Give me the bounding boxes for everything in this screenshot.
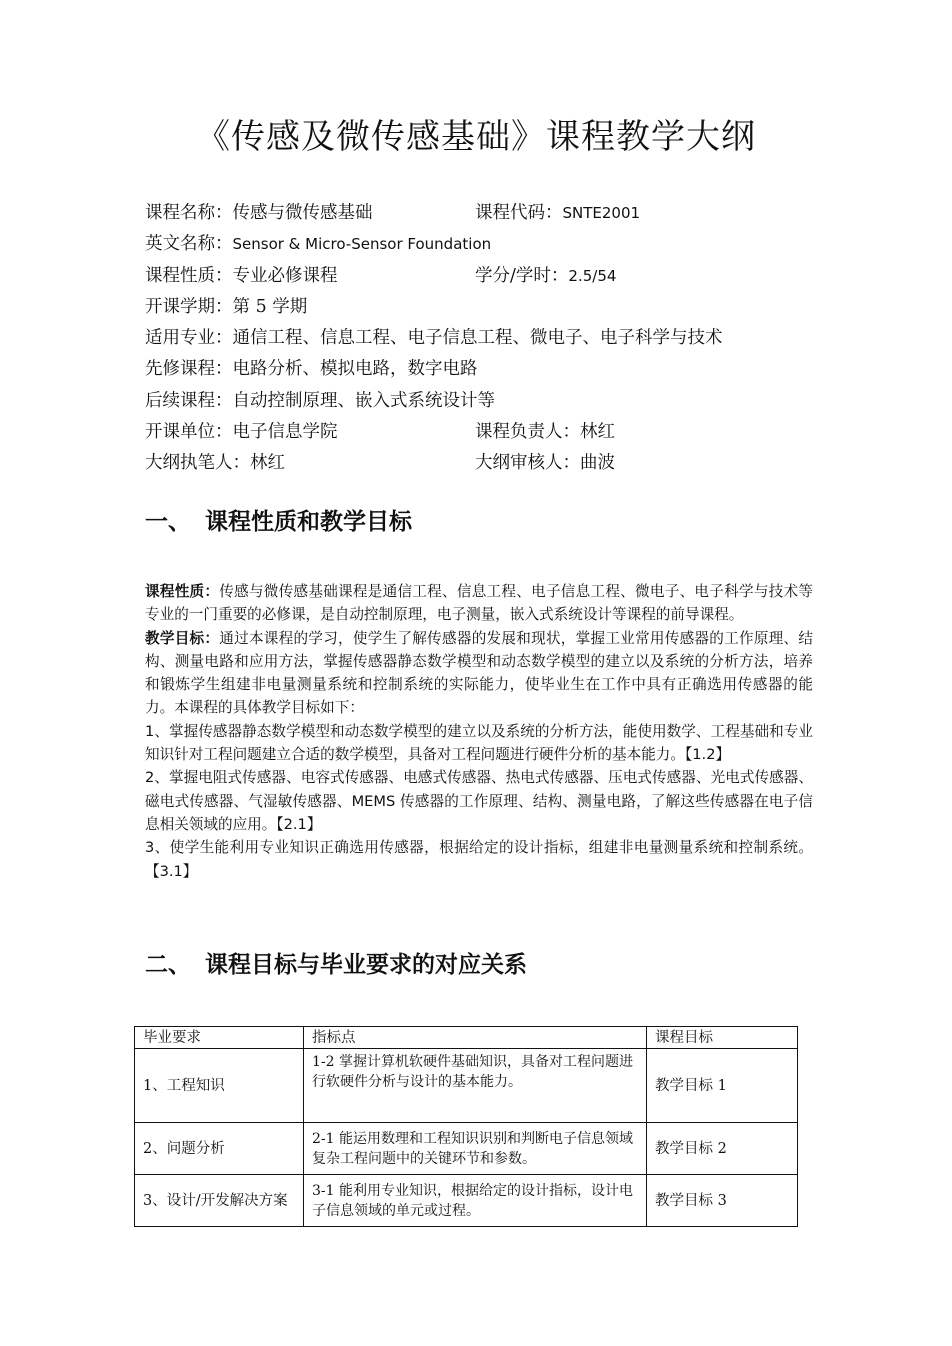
requirement-cell: 1、工程知识 — [135, 1049, 304, 1123]
applicable-majors — [145, 323, 723, 354]
info-label: 后续课程： — [145, 390, 233, 411]
info-value: 传感与微传感基础 — [232, 203, 373, 223]
table-row — [135, 1049, 798, 1123]
info-label: 大纲执笔人： — [145, 453, 250, 474]
info-value: 专业必修课程 — [232, 265, 338, 286]
section-heading-2 — [145, 948, 527, 982]
english-name — [145, 229, 491, 260]
course-info — [145, 198, 825, 480]
section-number: 二、 — [145, 951, 191, 978]
table-row — [135, 1123, 798, 1175]
table-header-row — [135, 1027, 798, 1049]
info-value: 曲波 — [580, 453, 615, 474]
info-row — [145, 323, 825, 354]
section-title: 课程性质和教学目标 — [205, 508, 412, 535]
table-row — [135, 1175, 798, 1227]
goal-cell: 教学目标 1 — [647, 1049, 798, 1123]
info-row — [145, 198, 825, 229]
course-leader — [475, 417, 615, 448]
paragraph-label: 教学目标： — [145, 629, 220, 647]
info-label: 课程代码： — [475, 203, 563, 223]
info-value: 2.5/54 — [568, 266, 617, 285]
goal-cell: 教学目标 2 — [647, 1123, 798, 1175]
requirements-mapping-table — [134, 1026, 798, 1227]
section-number: 一、 — [145, 508, 191, 535]
info-row — [145, 229, 825, 260]
info-row — [145, 448, 825, 479]
paragraph-label: 课程性质： — [145, 583, 220, 600]
goal-item-1: 1、掌握传感器静态数学模型和动态数学模型的建立以及系统的分析方法，能使用数学、工程基础和专业知识针对工程问题建立合适的数学模型，具备对工程问题进行硬件分析的基本能力。【1.2】 — [145, 722, 813, 764]
info-row — [145, 386, 825, 417]
info-label: 课程负责人： — [475, 422, 580, 443]
prerequisites — [145, 354, 478, 385]
section-heading-1 — [145, 505, 412, 539]
info-label: 学分/学时： — [475, 265, 569, 286]
document-title: 《传感及微传感基础》课程教学大纲 — [196, 117, 756, 157]
info-value: 第 5 学期 — [232, 296, 308, 317]
info-label: 英文名称： — [145, 234, 233, 255]
semester — [145, 292, 307, 323]
requirement-cell: 2、问题分析 — [135, 1123, 304, 1175]
info-label: 开课学期： — [145, 296, 233, 317]
course-nature-paragraph — [145, 580, 813, 627]
offering-unit — [145, 417, 338, 448]
section-1-body — [145, 580, 813, 883]
header-course-goal: 课程目标 — [647, 1027, 798, 1049]
syllabus-reviewer — [475, 448, 615, 479]
paragraph-text: 通过本课程的学习，使学生了解传感器的发展和现状，掌握工业常用传感器的工作原理、结构、测量电路和应用方法，掌握传感器静态数学模型和动态数学模型的建立以及系统的分析方法，培养和锻炼学生组建非电量测量系统和控制系统的实际能力，使毕业生在工作中具有正确选用传感器的能力。本课程的具体教学目标如下： — [145, 629, 813, 717]
teaching-goal-paragraph — [145, 627, 813, 720]
info-row — [145, 417, 825, 448]
info-row — [145, 261, 825, 292]
goal-item-3: 3、使学生能利用专业知识正确选用传感器，根据给定的设计指标，组建非电量测量系统和控制系统。【3.1】 — [145, 839, 813, 880]
follow-up-courses — [145, 386, 495, 417]
section-title: 课程目标与毕业要求的对应关系 — [205, 951, 527, 978]
info-value: Sensor & Micro-Sensor Foundation — [232, 235, 492, 254]
info-label: 课程性质： — [145, 265, 233, 286]
info-label: 大纲审核人： — [475, 453, 580, 474]
header-indicator: 指标点 — [304, 1027, 647, 1049]
course-code — [475, 198, 640, 229]
info-value: 电路分析、模拟电路，数字电路 — [232, 359, 478, 380]
info-label: 先修课程： — [145, 359, 233, 380]
info-value: 电子信息学院 — [232, 422, 338, 443]
course-name — [145, 198, 373, 229]
header-graduation-requirement: 毕业要求 — [135, 1027, 304, 1049]
info-value: 林红 — [250, 453, 285, 474]
syllabus-author — [145, 448, 285, 479]
course-nature — [145, 261, 338, 292]
info-label: 适用专业： — [145, 328, 233, 349]
info-row — [145, 354, 825, 385]
requirement-cell: 3、设计/开发解决方案 — [135, 1175, 304, 1227]
info-row — [145, 292, 825, 323]
info-label: 开课单位： — [145, 422, 233, 443]
info-value: SNTE2001 — [562, 204, 641, 222]
info-label: 课程名称： — [145, 203, 233, 223]
goal-cell: 教学目标 3 — [647, 1175, 798, 1227]
info-value: 林红 — [580, 422, 615, 443]
info-value: 自动控制原理、嵌入式系统设计等 — [232, 390, 495, 411]
indicator-cell: 3-1 能利用专业知识，根据给定的设计指标，设计电子信息领域的单元或过程。 — [304, 1175, 647, 1227]
indicator-cell: 1-2 掌握计算机软硬件基础知识，具备对工程问题进行软硬件分析与设计的基本能力。 — [304, 1049, 647, 1123]
paragraph-text: 传感与微传感基础课程是通信工程、信息工程、电子信息工程、微电子、电子科学与技术等专业的一门重要的必修课，是自动控制原理，电子测量，嵌入式系统设计等课程的前导课程。 — [145, 583, 813, 624]
info-value: 通信工程、信息工程、电子信息工程、微电子、电子科学与技术 — [232, 328, 723, 349]
credits-hours — [475, 261, 616, 292]
indicator-cell: 2-1 能运用数理和工程知识识别和判断电子信息领域复杂工程问题中的关键环节和参数。 — [304, 1123, 647, 1175]
goal-item-2: 2、掌握电阻式传感器、电容式传感器、电感式传感器、热电式传感器、压电式传感器、光电式传感器、磁电式传感器、气湿敏传感器、MEMS 传感器的工作原理、结构、测量电路，了解这些传感器在电子信息相关领域的应用。【2.1】 — [145, 769, 813, 833]
